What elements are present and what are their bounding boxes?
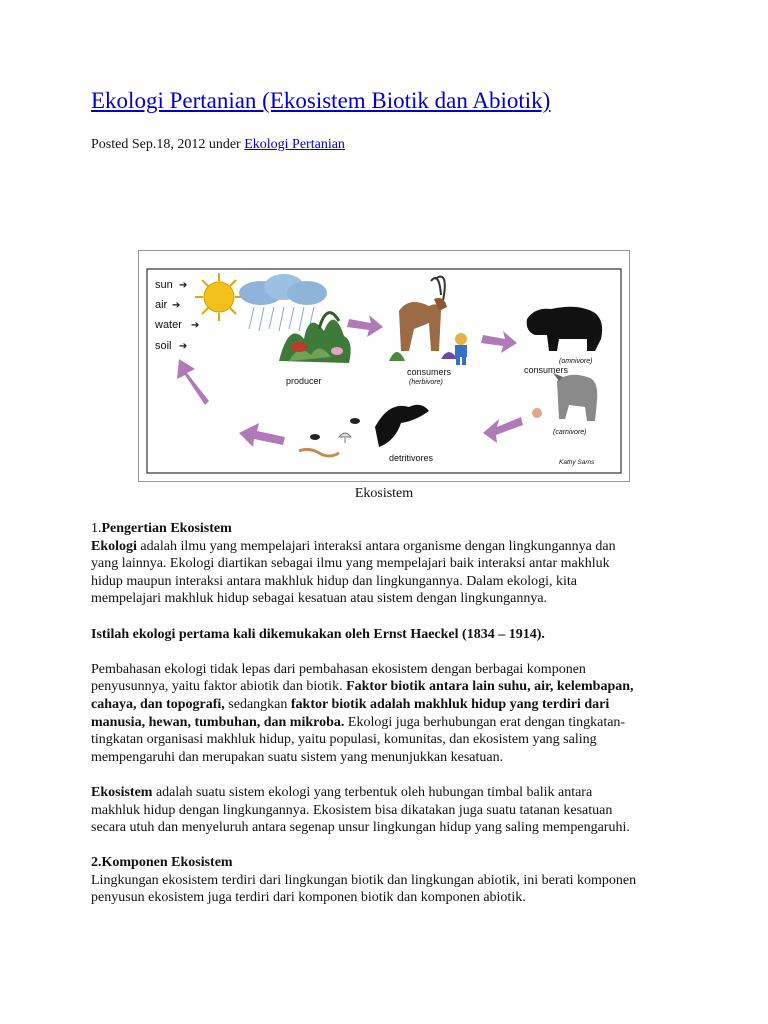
category-link[interactable]: Ekologi Pertanian xyxy=(244,137,345,152)
text-line xyxy=(91,678,691,696)
text-line: mempelajari makhluk hidup sebagai kesatuan atau sistem dengan lingkungannya. xyxy=(91,591,548,607)
text-line: secara utuh dan menyeluruh antara segenap unsur lingkungan hidup yang saling mempengaruhi. xyxy=(91,820,630,836)
arrow-right-icon: ➔ xyxy=(172,300,181,311)
arrow-right-icon: ➔ xyxy=(179,341,188,352)
text-bold: Faktor biotik antara lain suhu, air, kelembapan, xyxy=(346,679,634,695)
text-line: Istilah ekologi pertama kali dikemukakan oleh Ernst Haeckel (1834 – 1914). xyxy=(91,626,545,642)
text-span: adalah suatu sistem ekologi yang terbentuk oleh hubungan timbal balik antara xyxy=(152,784,593,800)
text-line: mempengaruhi dan merupakan suatu sistem yang menunjukkan kesatuan. xyxy=(91,749,504,765)
text-line xyxy=(91,696,691,714)
text-line: tingkatan organisasi makhluk hidup, yaitu populasi, komunitas, dan ekosistem yang saling xyxy=(91,732,597,748)
label-consumers-omnivore: consumers xyxy=(524,365,569,375)
article-title[interactable]: Ekologi Pertanian (Ekosistem Biotik dan Abiotik) xyxy=(91,88,551,113)
paragraph-ekosistem xyxy=(91,784,691,837)
term-ekologi: Ekologi xyxy=(91,538,137,554)
label-consumers-herbivore: consumers xyxy=(407,367,452,377)
text-line: makhluk hidup dengan lingkungannya. Ekosistem bisa dikatakan juga suatu tatanan kesatuan xyxy=(91,802,613,818)
section-heading-1 xyxy=(91,520,691,538)
arrow-right-icon: ➔ xyxy=(191,320,200,331)
label-detritivores: detritivores xyxy=(389,453,434,463)
term-ekosistem: Ekosistem xyxy=(91,784,153,800)
label-herbivore: (herbivore) xyxy=(409,379,443,386)
text-line xyxy=(91,784,691,802)
text-line: hidup maupun interaksi antara makhluk hidup dan lingkungannya. Dalam ekologi, kita xyxy=(91,573,578,589)
label-omnivore: (omnivore) xyxy=(559,358,593,365)
article-body xyxy=(91,520,691,925)
post-meta xyxy=(91,137,345,153)
section-heading-2: 2.Komponen Ekosistem xyxy=(91,855,233,871)
text-span: sedangkan xyxy=(224,696,291,712)
text-line: yang lainnya. Ekologi diartikan sebagai ilmu yang mempelajari baik interaksi antar makhluk xyxy=(91,556,610,572)
sun-icon xyxy=(195,273,243,321)
text-line: penyusun ekosistem juga terdiri dari komponen biotik dan komponen abiotik. xyxy=(91,890,526,906)
paragraph-definition xyxy=(91,520,691,608)
text-bold: cahaya, dan topografi, xyxy=(91,696,225,712)
paragraph-komponen xyxy=(91,854,691,907)
ecosystem-diagram xyxy=(139,251,629,481)
text-line: Pembahasan ekologi tidak lepas dari pembahasan ekosistem dengan berbagai komponen xyxy=(91,661,586,677)
paragraph-factors xyxy=(91,661,691,767)
text-bold: faktor biotik adalah makhluk hidup yang terdiri dari xyxy=(290,696,610,712)
figure-caption: Ekosistem xyxy=(354,486,414,501)
text-line xyxy=(91,714,691,732)
label-carnivore: (carnivore) xyxy=(553,429,587,436)
label-air: air xyxy=(155,299,168,311)
text-span: penyusunnya, yaitu faktor abiotik dan biotik. xyxy=(91,679,347,695)
credit-text: Kathy Sarns xyxy=(559,459,595,466)
paragraph-haeckel xyxy=(91,626,691,644)
posted-date: Posted Sep.18, 2012 under xyxy=(91,137,245,152)
label-producer: producer xyxy=(286,376,322,386)
arrow-right-icon: ➔ xyxy=(179,280,188,291)
section-number: 1. xyxy=(91,521,102,536)
text-span: Ekologi juga berhubungan erat dengan tingkatan- xyxy=(344,714,626,730)
text-bold: manusia, hewan, tumbuhan, dan mikroba. xyxy=(91,714,345,730)
text-span: adalah ilmu yang mempelajari interaksi antara organisme dengan lingkungannya dan xyxy=(136,538,616,554)
label-soil: soil xyxy=(155,340,172,352)
text-line: Lingkungan ekosistem terdiri dari lingkungan biotik dan lingkungan abiotik, ini berati komponen xyxy=(91,872,637,888)
label-sun: sun xyxy=(155,279,173,291)
text-line xyxy=(91,538,691,556)
ecosystem-figure xyxy=(138,250,630,482)
section-title: Pengertian Ekosistem xyxy=(101,521,232,536)
label-water: water xyxy=(155,319,182,331)
